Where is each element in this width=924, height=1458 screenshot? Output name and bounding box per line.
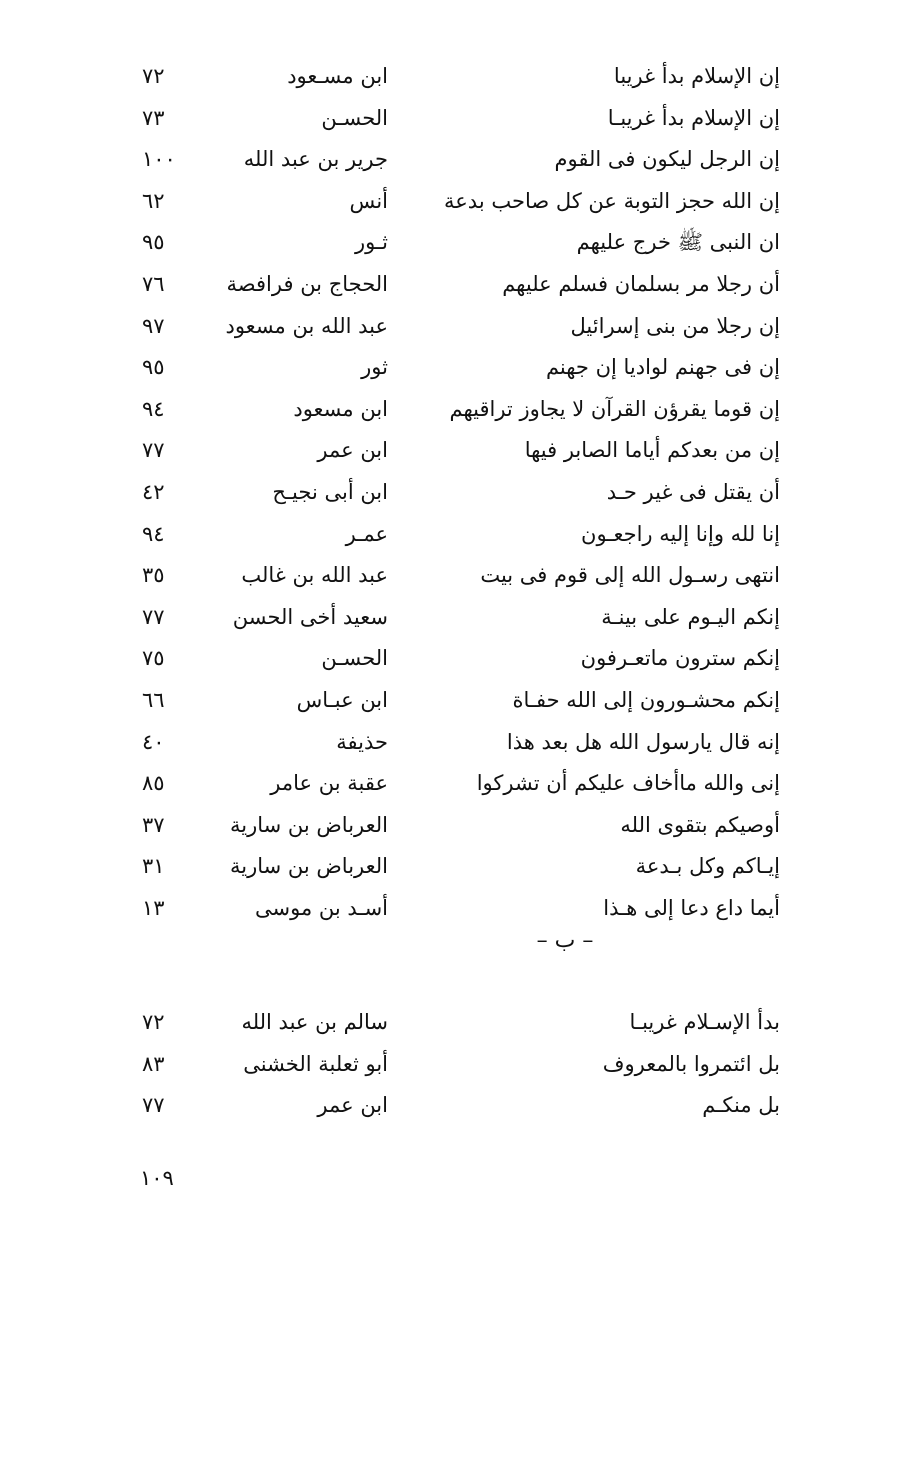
narrator-name: سعيد أخى الحسن	[232, 604, 388, 629]
index-row	[120, 846, 780, 888]
page-reference: ٧٥	[142, 646, 165, 671]
hadith-incipit: بدأ الإسـلام غريبـا	[629, 1010, 780, 1034]
narrator-name: ابن مسعود	[293, 396, 388, 421]
index-row	[120, 722, 780, 764]
hadith-incipit: إيـاكم وكل بـدعة	[635, 854, 780, 879]
hadith-incipit: إن رجلا من بنى إسرائيل	[570, 313, 780, 338]
index-row	[120, 222, 780, 264]
index-row	[120, 389, 780, 431]
hadith-incipit: إن الله حجز التوبة عن كل صاحب بدعة	[444, 188, 780, 213]
page-reference: ٩٥	[142, 355, 165, 380]
hadith-incipit: إنكم اليـوم على بينـة	[601, 604, 780, 629]
narrator-name: الحجاج بن فرافصة	[226, 271, 388, 296]
page-reference: ٧٧	[142, 1093, 165, 1118]
narrator-name: عقبة بن عامر	[270, 771, 388, 796]
index-section-alif	[120, 56, 780, 929]
page-reference: ٦٦	[142, 687, 165, 712]
page-reference: ٧٣	[142, 105, 165, 130]
index-row	[120, 555, 780, 597]
hadith-incipit: إنى والله ماأخاف عليكم أن تشركوا	[476, 771, 780, 796]
page-reference: ٧٦	[142, 271, 165, 296]
narrator-name: ابن عبـاس	[296, 687, 388, 712]
page-reference: ٩٤	[142, 396, 165, 421]
hadith-incipit: إنا لله وإنا إليه راجعـون	[581, 521, 780, 546]
index-row	[120, 181, 780, 223]
index-row	[120, 1044, 780, 1086]
narrator-name: أسـد بن موسى	[255, 895, 388, 920]
page-reference: ٨٣	[142, 1051, 165, 1076]
index-row	[120, 430, 780, 472]
section-heading-ba: – ب –	[536, 928, 594, 953]
hadith-incipit: ان النبى ﷺ خرج عليهم	[576, 230, 780, 255]
hadith-incipit: إن قوما يقرؤن القرآن لا يجاوز تراقيهم	[449, 396, 780, 421]
index-row	[120, 56, 780, 98]
index-row	[120, 805, 780, 847]
index-row	[120, 347, 780, 389]
narrator-name: العرباض بن سارية	[229, 812, 388, 837]
narrator-name: عمـر	[345, 521, 388, 546]
index-row	[120, 888, 780, 930]
narrator-name: عبد الله بن غالب	[241, 563, 388, 588]
page-reference: ٧٧	[142, 438, 165, 463]
index-row	[120, 139, 780, 181]
hadith-incipit: إنه قال يارسول الله هل بعد هذا	[506, 729, 780, 754]
hadith-incipit: إنكم محشـورون إلى الله حفـاة	[512, 687, 780, 712]
page-reference: ٩٤	[142, 521, 165, 546]
narrator-name: ابن أبى نجيـح	[272, 479, 388, 504]
page-reference: ٦٢	[142, 188, 165, 213]
index-row	[120, 638, 780, 680]
hadith-incipit: بل ائتمروا بالمعروف	[602, 1051, 780, 1076]
hadith-incipit: إن الإسلام بدأ غريبا	[613, 64, 780, 88]
page-number: ١٠٩	[140, 1166, 174, 1190]
page-reference: ٧٧	[142, 604, 165, 629]
narrator-name: الحسـن	[321, 105, 388, 130]
hadith-incipit: أن يقتل فى غير حـد	[606, 479, 780, 504]
page-reference: ٤٠	[142, 729, 165, 754]
index-row	[120, 514, 780, 556]
index-row	[120, 1085, 780, 1127]
narrator-name: سالم بن عبد الله	[241, 1010, 388, 1034]
page-reference: ٧٢	[142, 64, 165, 88]
page-reference: ١٠٠	[142, 147, 176, 172]
hadith-incipit: أوصيكم بتقوى الله	[620, 812, 780, 837]
narrator-name: حذيفة	[336, 729, 388, 754]
index-row	[120, 472, 780, 514]
narrator-name: أنس	[349, 188, 388, 213]
hadith-incipit: إن فى جهنم لواديا إن جهنم	[545, 355, 780, 380]
hadith-incipit: إنكم سترون ماتعـرفون	[580, 646, 780, 671]
hadith-incipit: إن من بعدكم أياما الصابر فيها	[524, 438, 780, 463]
narrator-name: ابن عمر	[317, 438, 388, 463]
hadith-incipit: أيما داع دعا إلى هـذا	[603, 895, 780, 920]
narrator-name: الحسـن	[321, 646, 388, 671]
hadith-incipit: إن الرجل ليكون فى القوم	[554, 147, 780, 172]
page-reference: ٣٧	[142, 812, 165, 837]
narrator-name: ابن مسـعود	[287, 64, 388, 88]
page-reference: ٨٥	[142, 771, 165, 796]
hadith-incipit: بل منكـم	[702, 1093, 780, 1118]
hadith-incipit: أن رجلا مر بسلمان فسلم عليهم	[502, 271, 780, 296]
page-reference: ٧٢	[142, 1010, 165, 1034]
page-reference: ٩٧	[142, 313, 165, 338]
index-row	[120, 264, 780, 306]
narrator-name: جرير بن عبد الله	[243, 147, 388, 172]
page-reference: ١٣	[142, 895, 165, 920]
narrator-name: ثور	[361, 355, 388, 380]
index-row	[120, 1002, 780, 1044]
page-reference: ٣١	[142, 854, 165, 879]
index-section-ba	[120, 1002, 780, 1127]
index-row	[120, 306, 780, 348]
page-reference: ٩٥	[142, 230, 165, 255]
hadith-incipit: إن الإسلام بدأ غريبـا	[607, 105, 780, 130]
page-reference: ٤٢	[142, 479, 165, 504]
hadith-incipit: انتهى رسـول الله إلى قوم فى بيت	[480, 563, 780, 588]
index-row	[120, 98, 780, 140]
narrator-name: ثـور	[355, 230, 388, 255]
narrator-name: أبو ثعلبة الخشنى	[243, 1051, 388, 1076]
index-row	[120, 680, 780, 722]
index-row	[120, 597, 780, 639]
page-reference: ٣٥	[142, 563, 165, 588]
narrator-name: عبد الله بن مسعود	[225, 313, 388, 338]
narrator-name: ابن عمر	[317, 1093, 388, 1118]
narrator-name: العرباض بن سارية	[229, 854, 388, 879]
index-row	[120, 763, 780, 805]
